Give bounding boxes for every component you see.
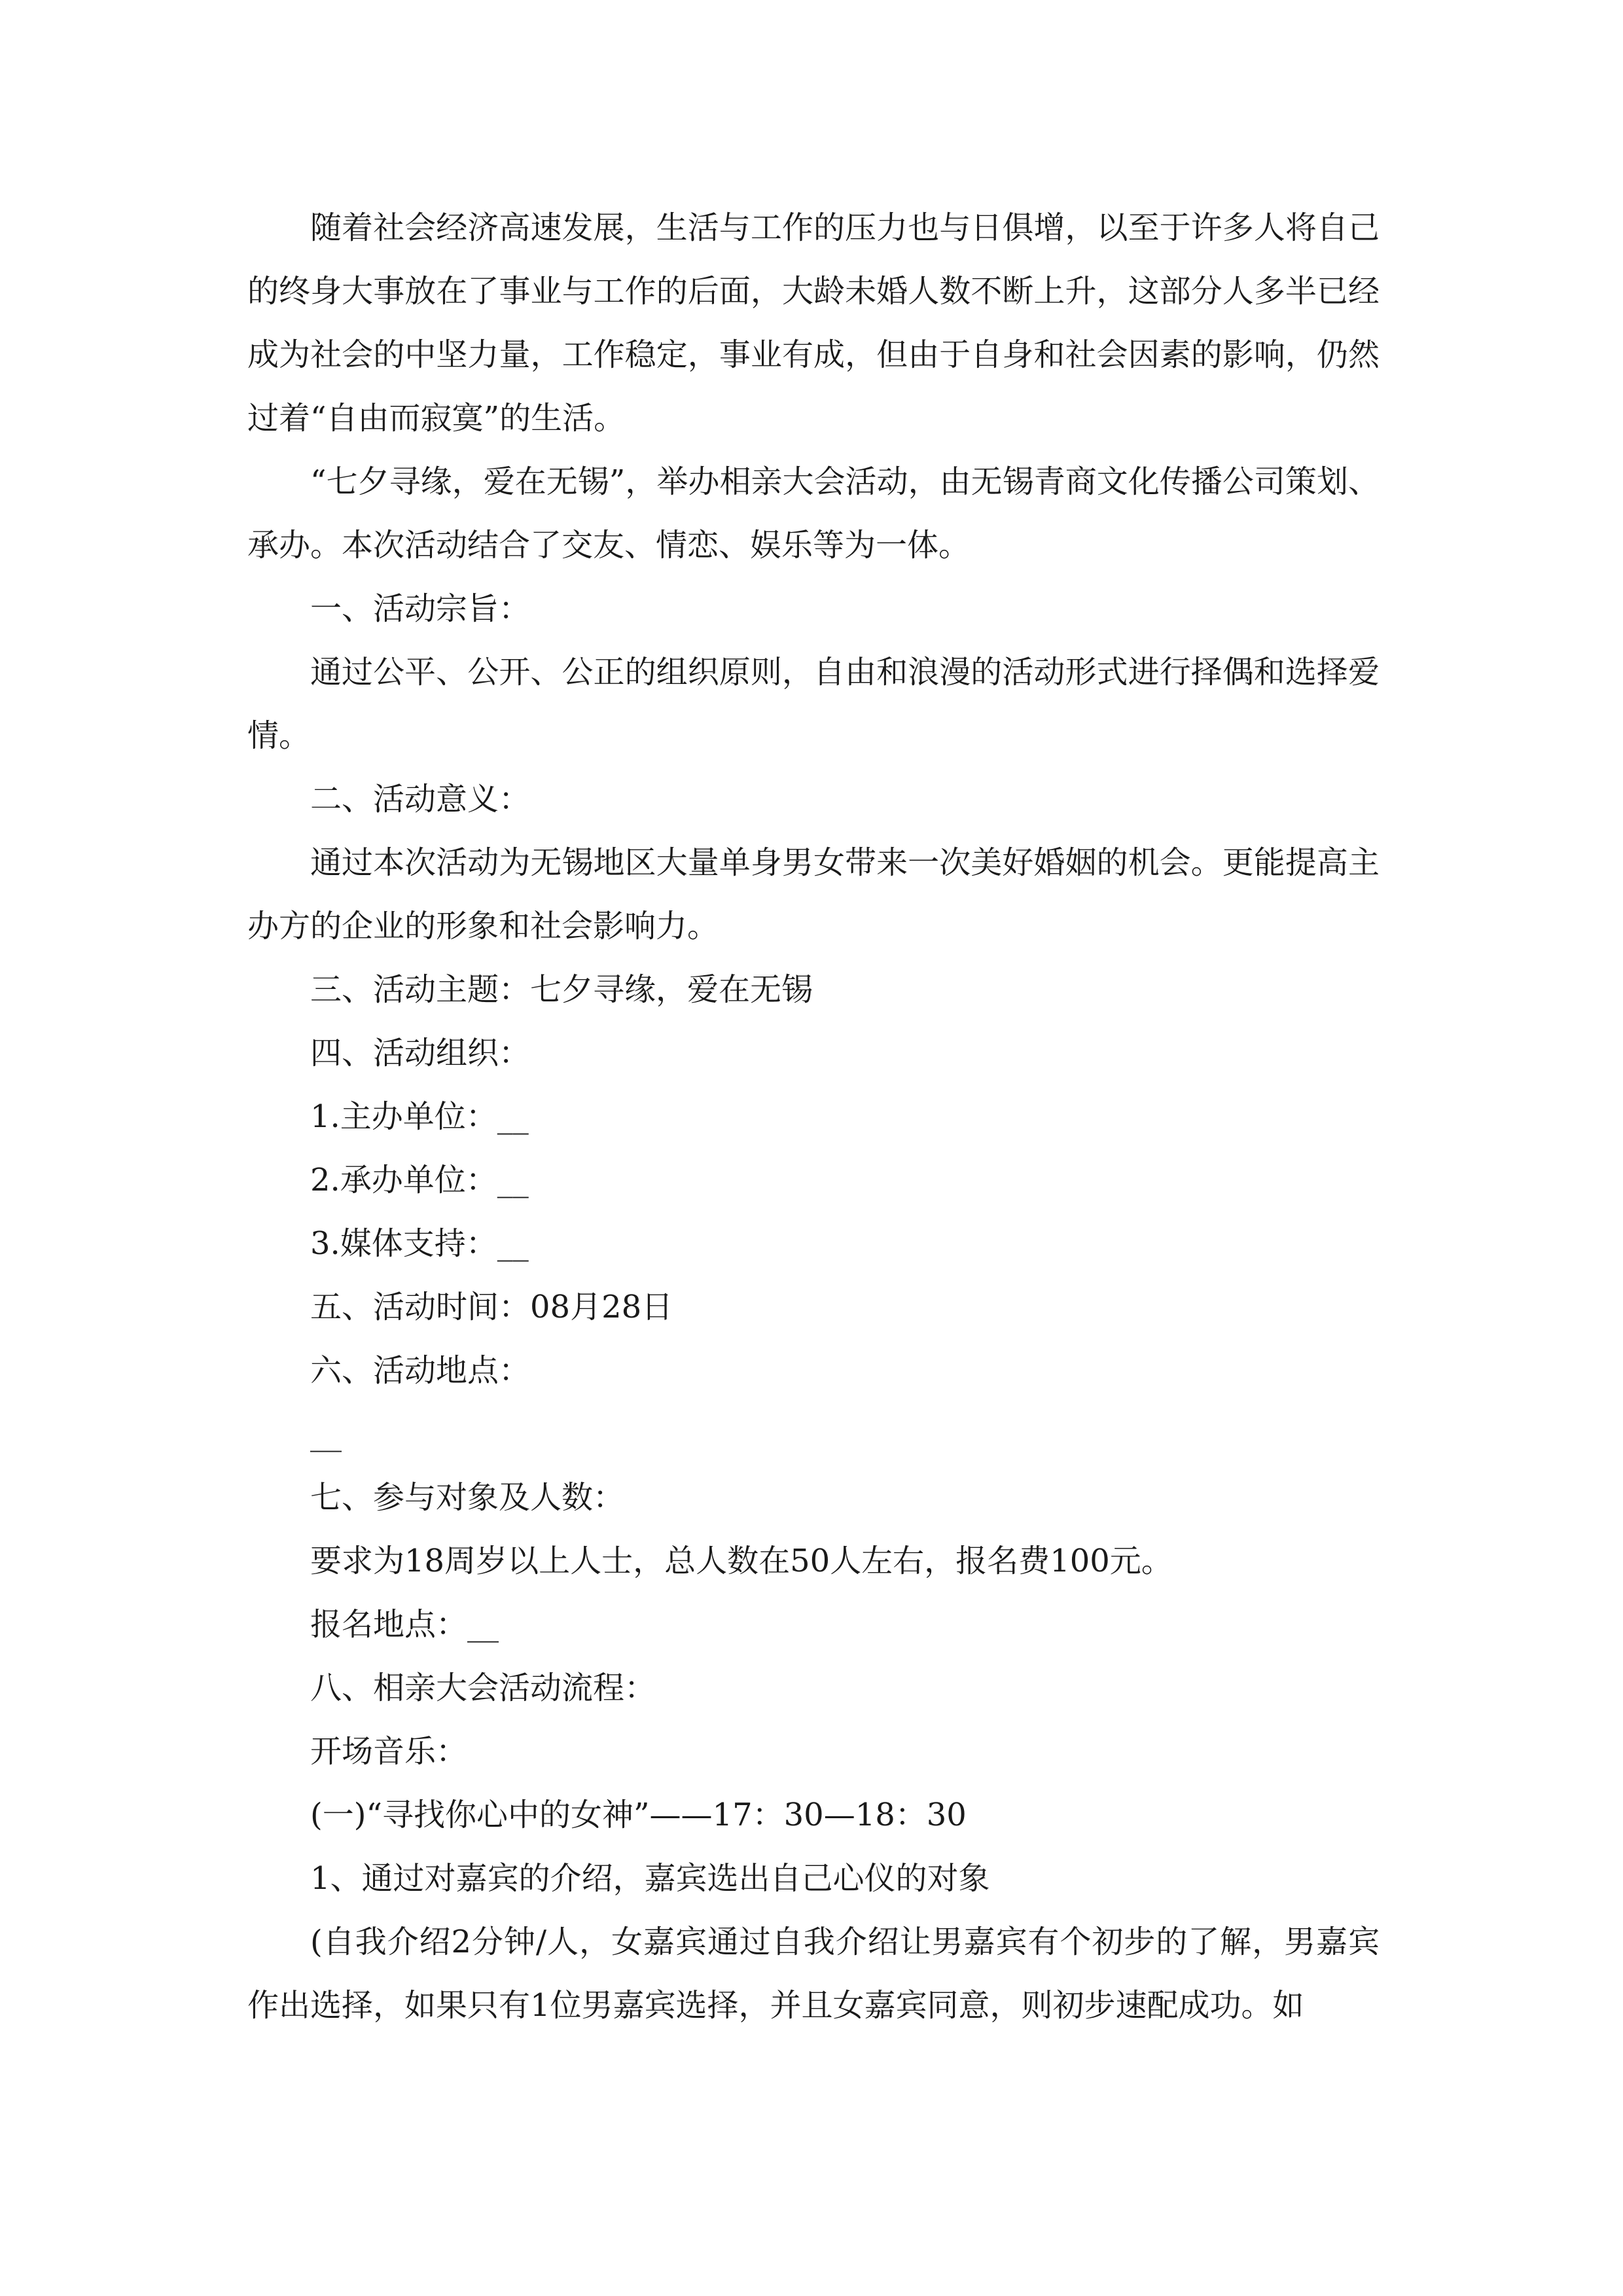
heading-participants: 七、参与对象及人数： [310, 1479, 625, 1516]
paragraph-purpose: 通过公平、公开、公正的组织原则，自由和浪漫的活动形式进行择偶和选择爱情。 [247, 654, 1380, 754]
heading-process: 八、相亲大会活动流程： [310, 1670, 656, 1706]
paragraph-significance: 通过本次活动为无锡地区大量单身男女带来一次美好婚姻的机会。更能提高主办方的企业的形象和社会影响力。 [247, 844, 1380, 944]
paragraph-step-one-detail: (自我介绍2分钟/人，女嘉宾通过自我介绍让男嘉宾有个初步的了解，男嘉宾作出选择，如果只有1位男嘉宾选择，并且女嘉宾同意，则初步速配成功。如 [247, 1924, 1380, 2024]
paragraph-requirements: 要求为18周岁以上人士，总人数在50人左右，报名费100元。 [310, 1543, 1173, 1579]
item-media: 3.媒体支持：__ [310, 1225, 529, 1262]
item-host: 1.主办单位：__ [310, 1098, 529, 1135]
paragraph-event-intro: “七夕寻缘，爱在无锡”，举办相亲大会活动，由无锡青商文化传播公司策划、承办。本次活动结合了交友、情恋、娱乐等为一体。 [247, 463, 1380, 564]
item-step-one: 1、通过对嘉宾的介绍，嘉宾选出自己心仪的对象 [310, 1860, 990, 1897]
item-registration: 报名地点：__ [310, 1606, 499, 1643]
item-session-one: (一)“寻找你心中的女神”——17：30—18：30 [310, 1797, 967, 1833]
document-body [247, 196, 1380, 2037]
item-opening-music: 开场音乐： [310, 1733, 468, 1770]
heading-organization: 四、活动组织： [310, 1035, 531, 1071]
heading-purpose: 一、活动宗旨： [310, 590, 531, 627]
item-organizer: 2.承办单位：__ [310, 1162, 529, 1198]
heading-significance: 二、活动意义： [310, 781, 531, 817]
heading-location: 六、活动地点： [310, 1352, 531, 1389]
heading-time: 五、活动时间：08月28日 [310, 1289, 673, 1325]
paragraph-intro: 随着社会经济高速发展，生活与工作的压力也与日俱增，以至于许多人将自己的终身大事放在了事业与工作的后面，大龄未婚人数不断上升，这部分人多半已经成为社会的中坚力量，工作稳定，事业有成，但由于自身和社会因素的影响，仍然过着“自由而寂寞”的生活。 [247, 209, 1380, 437]
location-blank: __ [310, 1416, 342, 1452]
heading-theme: 三、活动主题：七夕寻缘，爱在无锡 [310, 971, 813, 1008]
